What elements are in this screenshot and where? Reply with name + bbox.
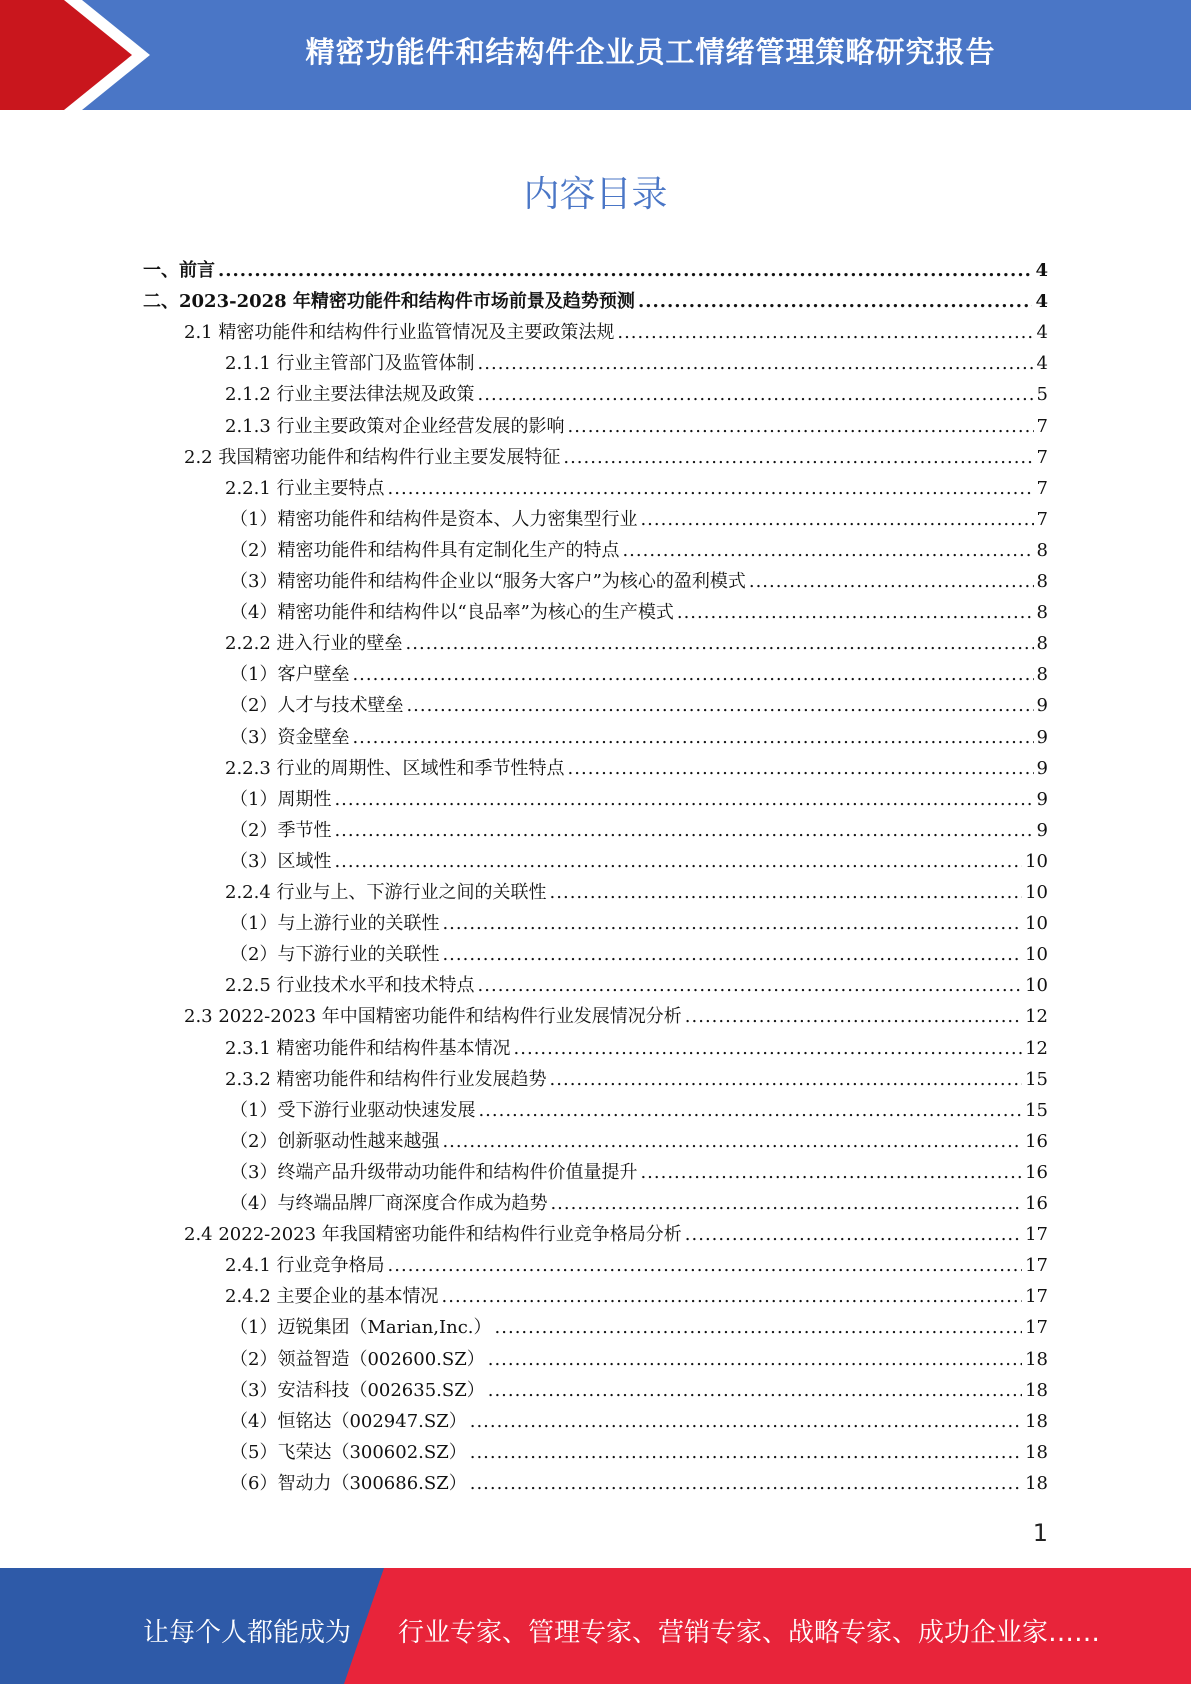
toc-entry[interactable] <box>184 1000 1048 1028</box>
toc-entry-title: 2.4.1 行业竞争格局 <box>225 1255 385 1276</box>
toc-entry-page: 9 <box>1036 758 1048 779</box>
toc-leader-dots <box>406 695 1033 717</box>
toc-entry[interactable] <box>230 565 1048 593</box>
toc-entry[interactable] <box>225 969 1048 997</box>
toc-leader-dots <box>550 1069 1023 1091</box>
report-title: 精密功能件和结构件企业员工情绪管理策略研究报告 <box>305 35 996 69</box>
toc-entry-title: （2）精密功能件和结构件具有定制化生产的特点 <box>230 540 620 561</box>
toc-leader-dots <box>638 291 1033 313</box>
toc-entry-page: 4 <box>1036 353 1048 374</box>
toc-entry-page: 9 <box>1036 820 1048 841</box>
toc-entry-title: 2.1.3 行业主要政策对企业经营发展的影响 <box>225 416 565 437</box>
toc-entry-page: 9 <box>1036 727 1048 748</box>
toc-entry-page: 8 <box>1036 571 1048 592</box>
toc-entry[interactable] <box>230 938 1048 966</box>
toc-leader-dots <box>388 1255 1023 1277</box>
toc-entry-title: （3）终端产品升级带动功能件和结构件价值量提升 <box>230 1162 638 1183</box>
toc-entry-title: 2.4 2022-2023 年我国精密功能件和结构件行业竞争格局分析 <box>184 1224 682 1245</box>
toc-entry[interactable] <box>230 1311 1048 1339</box>
toc-entry-page: 7 <box>1036 447 1048 468</box>
toc-entry-page: 10 <box>1025 913 1048 934</box>
toc-entry-page: 10 <box>1025 882 1048 903</box>
toc-entry[interactable] <box>225 752 1048 780</box>
toc-entry-page: 18 <box>1025 1380 1048 1401</box>
toc-entry-title: （2）领益智造（002600.SZ） <box>230 1349 485 1370</box>
toc-leader-dots <box>488 1380 1022 1402</box>
toc-entry-page: 9 <box>1036 695 1048 716</box>
toc-entry[interactable] <box>230 814 1048 842</box>
toc-entry-title: （2）创新驱动性越来越强 <box>230 1131 440 1152</box>
toc-leader-dots <box>388 478 1034 500</box>
toc-leader-dots <box>478 384 1034 406</box>
toc-entry[interactable] <box>225 347 1048 375</box>
toc-entry-title: （3）安洁科技（002635.SZ） <box>230 1380 485 1401</box>
toc-entry-title: （1）与上游行业的关联性 <box>230 913 440 934</box>
toc-leader-dots <box>640 1162 1022 1184</box>
toc-entry-page: 16 <box>1025 1193 1048 1214</box>
toc-entry-title: 2.3.2 精密功能件和结构件行业发展趋势 <box>225 1069 547 1090</box>
toc-entry-title: （3）精密功能件和结构件企业以“服务大客户”为核心的盈利模式 <box>230 571 746 592</box>
toc-leader-dots <box>617 322 1033 344</box>
toc-leader-dots <box>488 1349 1022 1371</box>
toc-title: 内容目录 <box>523 174 668 215</box>
toc-entry-page: 16 <box>1025 1162 1048 1183</box>
toc-entry-title: 二、2023-2028 年精密功能件和结构件市场前景及趋势预测 <box>143 291 635 312</box>
toc-entry[interactable] <box>230 1343 1048 1371</box>
toc-leader-dots <box>550 1193 1022 1215</box>
toc-entry[interactable] <box>230 1094 1048 1122</box>
toc-leader-dots <box>677 602 1034 624</box>
toc-entry[interactable] <box>230 721 1048 749</box>
toc-entry[interactable] <box>184 1218 1048 1246</box>
toc-entry-title: 2.1 精密功能件和结构件行业监管情况及主要政策法规 <box>184 322 615 343</box>
toc-leader-dots <box>334 820 1033 842</box>
toc-entry[interactable] <box>225 1063 1048 1091</box>
toc-entry-page: 15 <box>1025 1069 1048 1090</box>
toc-entry-title: （2）与下游行业的关联性 <box>230 944 440 965</box>
toc-entry-title: （3）区域性 <box>230 851 332 872</box>
toc-entry-page: 5 <box>1036 384 1048 405</box>
toc-entry-title: （6）智动力（300686.SZ） <box>230 1473 467 1494</box>
toc-entry-title: （4）与终端品牌厂商深度合作成为趋势 <box>230 1193 548 1214</box>
toc-leader-dots <box>563 447 1033 469</box>
toc-entry-page: 12 <box>1025 1038 1048 1059</box>
toc-entry-title: 2.4.2 主要企业的基本情况 <box>225 1286 439 1307</box>
toc-entry[interactable] <box>230 1187 1048 1215</box>
footer-slogan-left: 让每个人都能成为 <box>143 1618 352 1648</box>
toc-entry-page: 17 <box>1025 1286 1048 1307</box>
toc-entry-title: （1）精密功能件和结构件是资本、人力密集型行业 <box>230 509 638 530</box>
toc-entry[interactable] <box>230 596 1048 624</box>
toc-entry[interactable] <box>225 1249 1048 1277</box>
toc-entry[interactable] <box>225 472 1048 500</box>
toc-leader-dots <box>478 1100 1022 1122</box>
toc-leader-dots <box>442 1131 1022 1153</box>
toc-entry[interactable] <box>230 658 1048 686</box>
toc-entry-page: 18 <box>1025 1349 1048 1370</box>
toc-entry[interactable] <box>230 534 1048 562</box>
toc-entry-page: 18 <box>1025 1473 1048 1494</box>
toc-entry-page: 17 <box>1025 1255 1048 1276</box>
toc-entry-page: 15 <box>1025 1100 1048 1121</box>
toc-leader-dots <box>470 1442 1022 1464</box>
toc-entry-title: （1）周期性 <box>230 789 332 810</box>
toc-entry[interactable] <box>184 441 1048 469</box>
toc-leader-dots <box>352 727 1033 749</box>
toc-entry[interactable] <box>225 627 1048 655</box>
toc-entry[interactable] <box>230 503 1048 531</box>
toc-entry[interactable] <box>230 1374 1048 1402</box>
toc-leader-dots <box>470 1473 1022 1495</box>
toc-entry-page: 12 <box>1025 1006 1048 1027</box>
toc-leader-dots <box>568 416 1034 438</box>
footer-slogan-right: 行业专家、管理专家、营销专家、战略专家、成功企业家…… <box>398 1618 1101 1648</box>
toc-entry-title: 2.2.1 行业主要特点 <box>225 478 385 499</box>
toc-entry[interactable] <box>230 689 1048 717</box>
toc-entry-page: 7 <box>1036 416 1048 437</box>
toc-leader-dots <box>442 1286 1023 1308</box>
toc-entry-page: 10 <box>1025 851 1048 872</box>
toc-entry[interactable] <box>225 876 1048 904</box>
toc-entry-title: （4）恒铭达（002947.SZ） <box>230 1411 467 1432</box>
footer-banner <box>0 1568 1191 1684</box>
toc-leader-dots <box>568 758 1034 780</box>
toc-entry-title: （2）人才与技术壁垒 <box>230 695 404 716</box>
toc-entry-page: 18 <box>1025 1442 1048 1463</box>
toc-entry[interactable] <box>225 410 1048 438</box>
toc-entry-page: 4 <box>1035 291 1048 312</box>
toc-entry[interactable] <box>230 1405 1048 1433</box>
toc-entry-page: 9 <box>1036 789 1048 810</box>
toc-entry-page: 8 <box>1036 540 1048 561</box>
toc-entry-title: 2.1.1 行业主管部门及监管体制 <box>225 353 475 374</box>
toc-entry[interactable] <box>143 254 1048 282</box>
toc-entry-title: 2.2.2 进入行业的壁垒 <box>225 633 403 654</box>
toc-entry-title: 2.3.1 精密功能件和结构件基本情况 <box>225 1038 511 1059</box>
toc-entry[interactable] <box>230 845 1048 873</box>
toc-entry-page: 7 <box>1036 478 1048 499</box>
toc-entry[interactable] <box>225 1280 1048 1308</box>
toc-entry-title: （5）飞荣达（300602.SZ） <box>230 1442 467 1463</box>
toc-entry-title: （4）精密功能件和结构件以“良品率”为核心的生产模式 <box>230 602 674 623</box>
toc-entry-page: 18 <box>1025 1411 1048 1432</box>
toc-leader-dots <box>352 664 1033 686</box>
toc-entry[interactable] <box>143 285 1048 313</box>
toc-entry-title: （1）受下游行业驱动快速发展 <box>230 1100 476 1121</box>
toc-entry-page: 7 <box>1036 509 1048 530</box>
toc-entry-title: （1）迈锐集团（Marian,Inc.） <box>230 1317 492 1338</box>
toc-entry[interactable] <box>225 1032 1048 1060</box>
toc-entry-page: 8 <box>1036 633 1048 654</box>
toc-leader-dots <box>514 1038 1023 1060</box>
toc-entry-page: 10 <box>1025 975 1048 996</box>
toc-leader-dots <box>218 260 1032 282</box>
toc-leader-dots <box>550 882 1023 904</box>
toc-leader-dots <box>640 509 1033 531</box>
toc-leader-dots <box>442 944 1022 966</box>
toc-entry[interactable] <box>230 1125 1048 1153</box>
toc-entry[interactable] <box>230 1156 1048 1184</box>
toc-entry-page: 4 <box>1036 322 1048 343</box>
toc-entry-page: 10 <box>1025 944 1048 965</box>
toc-entry[interactable] <box>230 907 1048 935</box>
toc-leader-dots <box>685 1224 1022 1246</box>
toc-entry-page: 17 <box>1025 1317 1048 1338</box>
toc-leader-dots <box>442 913 1022 935</box>
toc-leader-dots <box>470 1411 1022 1433</box>
toc-entry-page: 8 <box>1036 602 1048 623</box>
toc-leader-dots <box>406 633 1034 655</box>
toc-entry-page: 8 <box>1036 664 1048 685</box>
header-banner <box>0 0 1191 110</box>
toc-entry-title: 一、前言 <box>143 260 215 281</box>
toc-entry-title: 2.2 我国精密功能件和结构件行业主要发展特征 <box>184 447 561 468</box>
toc-leader-dots <box>334 789 1033 811</box>
toc-leader-dots <box>478 353 1034 375</box>
toc-entry-page: 17 <box>1025 1224 1048 1245</box>
toc-leader-dots <box>495 1317 1023 1339</box>
toc-entry-title: 2.2.4 行业与上、下游行业之间的关联性 <box>225 882 547 903</box>
header-arrow-icon <box>0 0 140 110</box>
toc-leader-dots <box>478 975 1023 997</box>
toc-entry[interactable] <box>230 1436 1048 1464</box>
toc-entry-title: （3）资金壁垒 <box>230 727 350 748</box>
toc-entry-title: 2.3 2022-2023 年中国精密功能件和结构件行业发展情况分析 <box>184 1006 682 1027</box>
toc-leader-dots <box>622 540 1033 562</box>
toc-entry[interactable] <box>230 1467 1048 1495</box>
toc-entry-title: 2.1.2 行业主要法律法规及政策 <box>225 384 475 405</box>
toc-entry-title: 2.2.3 行业的周期性、区域性和季节性特点 <box>225 758 565 779</box>
toc-leader-dots <box>685 1006 1022 1028</box>
toc-leader-dots <box>334 851 1022 873</box>
toc-entry-title: （2）季节性 <box>230 820 332 841</box>
toc-entry[interactable] <box>184 316 1048 344</box>
toc-entry[interactable] <box>225 378 1048 406</box>
toc-entry-title: （1）客户壁垒 <box>230 664 350 685</box>
toc-entry[interactable] <box>230 783 1048 811</box>
toc-leader-dots <box>749 571 1034 593</box>
toc-entry-page: 4 <box>1035 260 1048 281</box>
page-number: 1 <box>1032 1519 1048 1547</box>
toc-entry-page: 16 <box>1025 1131 1048 1152</box>
toc-entry-title: 2.2.5 行业技术水平和技术特点 <box>225 975 475 996</box>
